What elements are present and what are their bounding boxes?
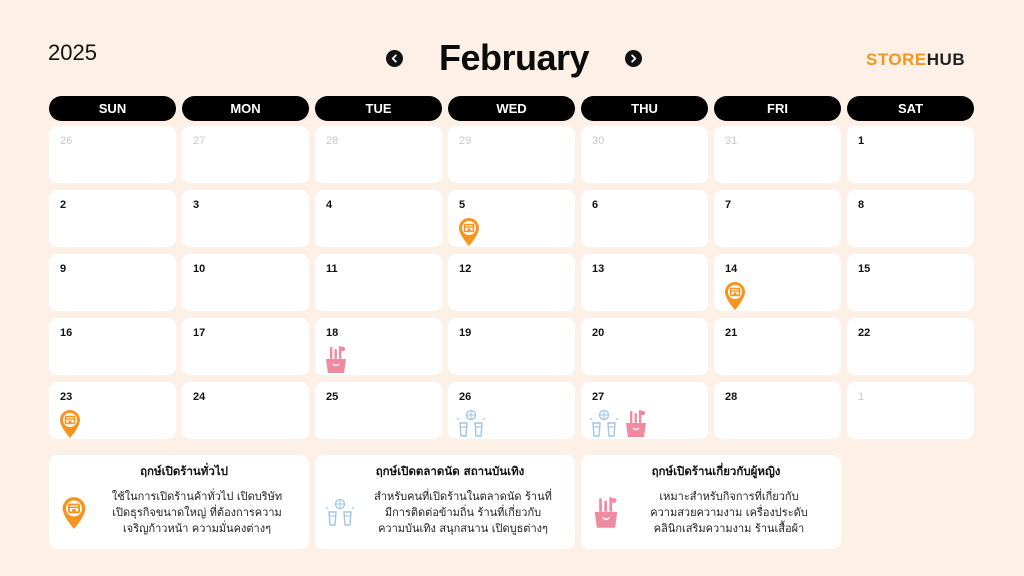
weekday-fri: FRI xyxy=(714,96,841,121)
next-month-button[interactable] xyxy=(625,50,642,67)
day-number: 22 xyxy=(858,327,871,339)
legend-description xyxy=(621,489,831,537)
legend-description-line: เปิดธุรกิจขนาดใหญ่ ที่ต้องการความ xyxy=(112,506,282,519)
day-cell[interactable] xyxy=(847,382,974,439)
day-number: 17 xyxy=(193,327,206,339)
day-cell[interactable] xyxy=(581,126,708,183)
day-cell[interactable] xyxy=(182,126,309,183)
weekday-header-row xyxy=(49,96,974,121)
legend-description xyxy=(89,489,299,537)
day-cell[interactable] xyxy=(714,254,841,311)
day-icons xyxy=(722,281,748,311)
day-cell[interactable] xyxy=(847,190,974,247)
day-cell[interactable] xyxy=(315,318,442,375)
weekday-sun: SUN xyxy=(49,96,176,121)
day-number: 9 xyxy=(60,263,67,275)
day-cell[interactable] xyxy=(49,382,176,439)
weekday-tue: TUE xyxy=(315,96,442,121)
day-number: 18 xyxy=(326,327,339,339)
day-cell[interactable] xyxy=(315,126,442,183)
day-cell[interactable] xyxy=(448,382,575,439)
legend-title: ฤกษ์เปิดตลาดนัด สถานบันเทิง xyxy=(375,464,525,478)
shop-pin-icon xyxy=(59,496,89,530)
day-cell[interactable] xyxy=(714,190,841,247)
shop-pin-icon xyxy=(57,409,83,439)
day-cell[interactable] xyxy=(714,382,841,439)
day-cell[interactable] xyxy=(315,382,442,439)
legend-description-line: ความสวยความงาม เครื่องประดับ xyxy=(650,506,808,519)
day-cell[interactable] xyxy=(182,254,309,311)
day-cell[interactable] xyxy=(49,254,176,311)
day-number: 31 xyxy=(725,135,738,147)
day-number: 15 xyxy=(858,263,871,275)
day-number: 8 xyxy=(858,199,865,211)
shop-pin-icon xyxy=(722,281,748,311)
day-number: 1 xyxy=(858,391,865,403)
day-number: 12 xyxy=(459,263,472,275)
legend-body xyxy=(591,489,831,537)
day-icons xyxy=(57,409,83,439)
day-cell[interactable] xyxy=(581,254,708,311)
day-cell[interactable] xyxy=(448,318,575,375)
day-cell[interactable] xyxy=(49,318,176,375)
day-cell[interactable] xyxy=(49,126,176,183)
day-number: 4 xyxy=(326,199,333,211)
day-number: 24 xyxy=(193,391,206,403)
weekday-sat: SAT xyxy=(847,96,974,121)
cosmetics-bag-icon xyxy=(623,409,649,439)
month-navigation xyxy=(386,34,642,82)
day-cell[interactable] xyxy=(714,126,841,183)
day-number: 26 xyxy=(459,391,472,403)
party-drinks-icon xyxy=(325,496,355,530)
day-number: 29 xyxy=(459,135,472,147)
day-number: 27 xyxy=(193,135,206,147)
legend-description-line: สำหรับคนที่เปิดร้านในตลาดนัด ร้านที่ xyxy=(374,490,552,503)
day-number: 20 xyxy=(592,327,605,339)
day-number: 7 xyxy=(725,199,732,211)
day-cell[interactable] xyxy=(847,254,974,311)
day-number: 1 xyxy=(858,135,865,147)
day-cell[interactable] xyxy=(847,318,974,375)
party-drinks-icon xyxy=(456,409,486,439)
legend-description xyxy=(355,489,565,537)
day-number: 27 xyxy=(592,391,605,403)
brand-logo-part2: HUB xyxy=(926,50,966,69)
day-cell[interactable] xyxy=(182,382,309,439)
legend-body xyxy=(59,489,299,537)
legend-description-line: ใช้ในการเปิดร้านค้าทั่วไป เปิดบริษัท xyxy=(111,490,283,503)
cosmetics-bag-icon xyxy=(591,496,621,530)
day-number: 28 xyxy=(725,391,738,403)
day-number: 11 xyxy=(326,263,338,275)
legend-description-line: เจริญก้าวหน้า ความมั่นคงต่างๆ xyxy=(122,522,271,535)
day-cell[interactable] xyxy=(315,254,442,311)
day-cell[interactable] xyxy=(182,190,309,247)
day-cell[interactable] xyxy=(448,126,575,183)
legend-row xyxy=(49,455,841,549)
party-drinks-icon xyxy=(589,409,619,439)
legend-description-line: ความบันเทิง สนุกสนาน เปิดบูธต่างๆ xyxy=(378,522,548,535)
month-title: February xyxy=(438,37,590,78)
legend-card xyxy=(315,455,575,549)
weekday-mon: MON xyxy=(182,96,309,121)
weekday-thu: THU xyxy=(581,96,708,121)
day-cell[interactable] xyxy=(49,190,176,247)
day-cell[interactable] xyxy=(581,190,708,247)
day-cell[interactable] xyxy=(182,318,309,375)
weekday-wed: WED xyxy=(448,96,575,121)
day-cell[interactable] xyxy=(448,254,575,311)
day-number: 23 xyxy=(60,391,73,403)
day-number: 14 xyxy=(725,263,738,275)
chevron-left-icon xyxy=(390,54,399,63)
day-number: 19 xyxy=(459,327,472,339)
day-number: 25 xyxy=(326,391,339,403)
day-number: 2 xyxy=(60,199,67,211)
day-number: 13 xyxy=(592,263,605,275)
legend-description-line: คลินิกเสริมความงาม ร้านเสื้อผ้า xyxy=(653,522,805,535)
day-number: 16 xyxy=(60,327,73,339)
day-cell[interactable] xyxy=(315,190,442,247)
day-number: 26 xyxy=(60,135,73,147)
day-cell[interactable] xyxy=(448,190,575,247)
day-number: 21 xyxy=(725,327,738,339)
day-icons xyxy=(456,217,482,247)
legend-card xyxy=(581,455,841,549)
legend-title: ฤกษ์เปิดร้านเกี่ยวกับผู้หญิง xyxy=(651,464,781,478)
day-number: 28 xyxy=(326,135,339,147)
day-cell[interactable] xyxy=(714,318,841,375)
legend-title: ฤกษ์เปิดร้านทั่วไป xyxy=(140,464,228,478)
day-cell[interactable] xyxy=(581,382,708,439)
day-number: 6 xyxy=(592,199,599,211)
day-cell[interactable] xyxy=(581,318,708,375)
day-number: 30 xyxy=(592,135,605,147)
day-cell[interactable] xyxy=(847,126,974,183)
cosmetics-bag-icon xyxy=(323,345,349,375)
legend-card xyxy=(49,455,309,549)
year-label: 2025 xyxy=(48,40,97,65)
day-icons xyxy=(323,345,349,375)
day-icons xyxy=(589,409,649,439)
day-icons xyxy=(456,409,486,439)
brand-logo-part1: STORE xyxy=(866,50,927,69)
day-number: 10 xyxy=(193,263,206,275)
day-number: 3 xyxy=(193,199,200,211)
shop-pin-icon xyxy=(456,217,482,247)
calendar-grid xyxy=(49,126,974,439)
chevron-right-icon xyxy=(629,54,638,63)
legend-body xyxy=(325,489,565,537)
legend-description-line: มีการติดต่อข้ามถิ่น ร้านที่เกี่ยวกับ xyxy=(384,506,542,519)
prev-month-button[interactable] xyxy=(386,50,403,67)
day-number: 5 xyxy=(459,199,466,211)
brand-logo xyxy=(866,50,965,70)
legend-description-line: เหมาะสำหรับกิจการที่เกี่ยวกับ xyxy=(659,490,799,503)
